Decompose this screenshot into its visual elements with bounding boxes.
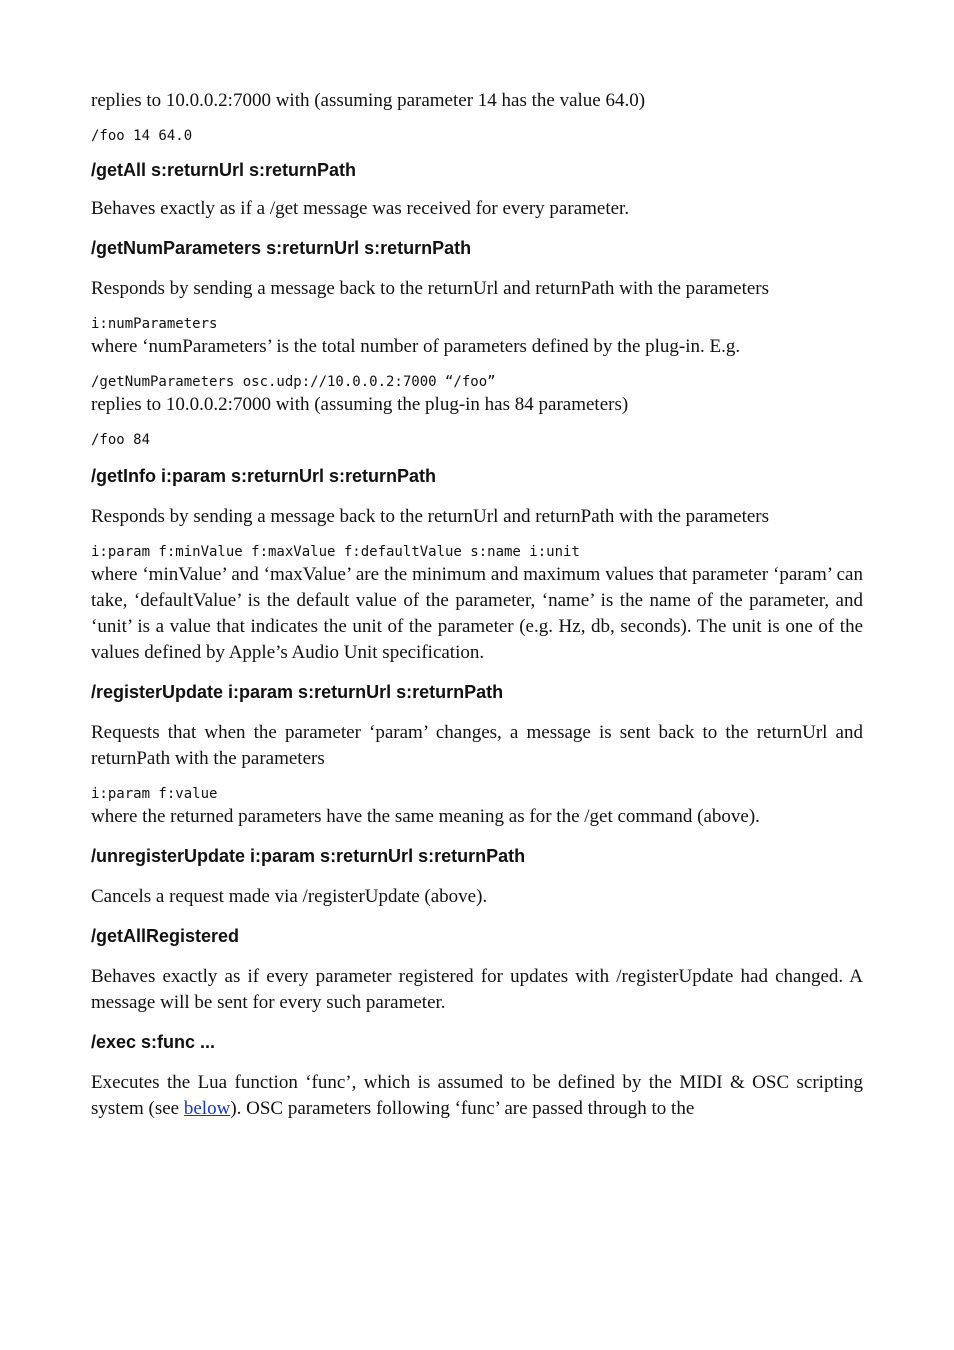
section-heading-registerupdate: /registerUpdate i:param s:returnUrl s:returnPath [91,682,504,702]
below-link[interactable]: below [183,1098,231,1119]
paragraph: Behaves exactly as if every parameter registered for updates with /registerUpdate had changed. A message will be sent for every such parameter. [91,966,863,1013]
paragraph: Cancels a request made via /registerUpdate (above). [91,886,488,907]
paragraph: replies to 10.0.0.2:7000 with (assuming parameter 14 has the value 64.0) [91,90,646,111]
section-heading-exec: /exec s:func ... [91,1032,216,1052]
document-page [91,88,863,1122]
code-line: /foo 14 64.0 [91,128,193,144]
paragraph [91,1070,863,1122]
paragraph-text: ). OSC parameters following ‘func’ are passed through to the [230,1098,695,1119]
section-heading-getallregistered: /getAllRegistered [91,926,240,946]
section-heading-getinfo: /getInfo i:param s:returnUrl s:returnPath [91,466,437,486]
code-line: /foo 84 [91,432,151,448]
section-heading-getnumparameters: /getNumParameters s:returnUrl s:returnPath [91,238,472,258]
code-line: /getNumParameters osc.udp://10.0.0.2:7000 “/foo” [91,374,496,390]
paragraph: replies to 10.0.0.2:7000 with (assuming the plug-in has 84 parameters) [91,394,629,415]
section-heading-unregisterupdate: /unregisterUpdate i:param s:returnUrl s:returnPath [91,846,526,866]
paragraph: where ‘numParameters’ is the total number of parameters defined by the plug-in. E.g. [91,336,741,357]
paragraph-text: Executes the Lua function ‘func’, which is assumed to be defined by the MIDI & OSC scripting system (see [91,1072,863,1119]
code-line: i:param f:minValue f:maxValue f:defaultValue s:name i:unit [91,544,580,560]
code-line: i:param f:value [91,786,218,802]
paragraph: Requests that when the parameter ‘param’ changes, a message is sent back to the returnUrl and returnPath with the parameters [91,722,863,769]
code-line: i:numParameters [91,316,218,332]
paragraph: Behaves exactly as if a /get message was received for every parameter. [91,198,630,219]
paragraph: Responds by sending a message back to the returnUrl and returnPath with the parameters [91,506,770,527]
paragraph: where ‘minValue’ and ‘maxValue’ are the minimum and maximum values that parameter ‘param’ can take, ‘defaultValue’ is the default value of the parameter, ‘name’ is the name of the parameter, and ‘unit’ is a value that indicates the unit of the parameter (e.g. Hz, db, seconds). The unit is one of the values defined by Apple’s Audio Unit specification. [91,564,863,663]
paragraph: Responds by sending a message back to the returnUrl and returnPath with the parameters [91,278,770,299]
paragraph: where the returned parameters have the same meaning as for the /get command (above). [91,806,760,827]
section-heading-getall: /getAll s:returnUrl s:returnPath [91,160,357,180]
